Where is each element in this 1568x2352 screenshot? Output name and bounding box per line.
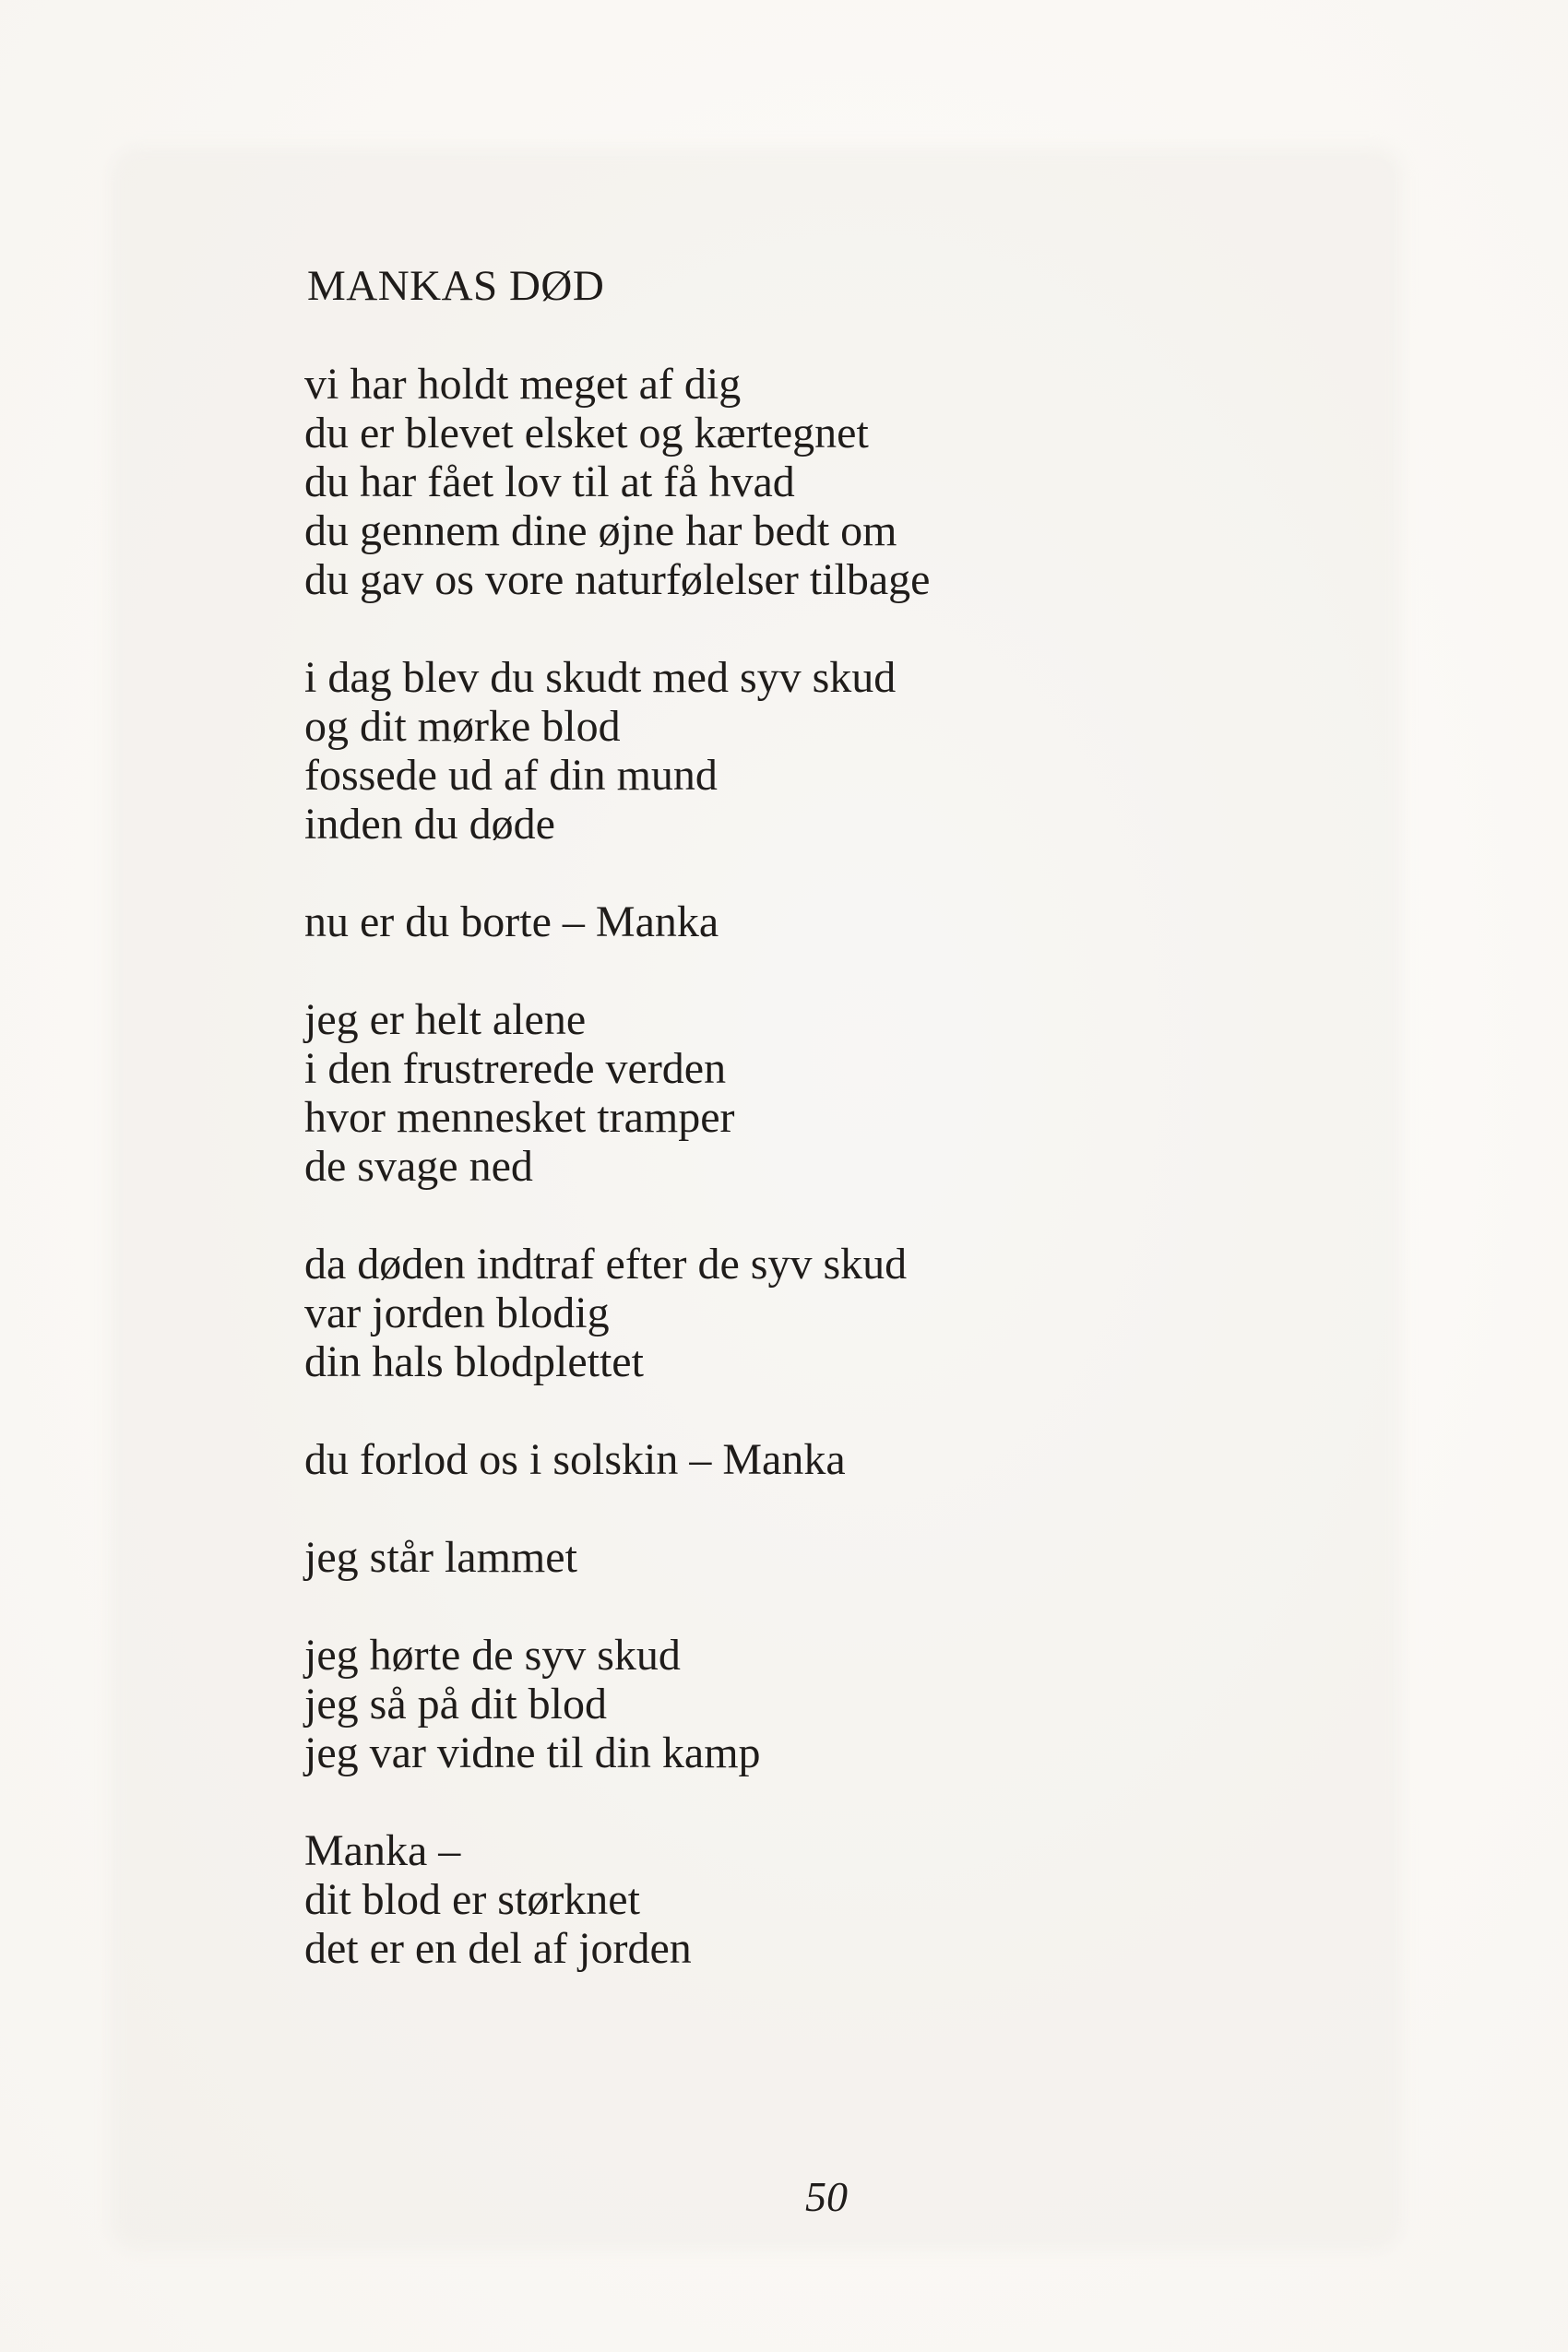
poem-line: var jorden blodig bbox=[304, 1289, 610, 1337]
poem-line: din hals blodplettet bbox=[304, 1337, 644, 1386]
poem-line: Manka – bbox=[304, 1826, 461, 1875]
poem-title: MANKAS DØD bbox=[307, 262, 605, 310]
stanza-4 bbox=[304, 995, 930, 1191]
poem-line: fossede ud af din mund bbox=[304, 751, 718, 800]
poem-line: du er blevet elsket og kærtegnet bbox=[304, 409, 869, 457]
poem-line: du gav os vore naturfølelser tilbage bbox=[304, 555, 931, 604]
stanza-7 bbox=[304, 1533, 930, 1582]
poem-line: hvor mennesket tramper bbox=[304, 1093, 735, 1142]
page-number: 50 bbox=[805, 2173, 848, 2220]
poem-line: det er en del af jorden bbox=[304, 1924, 692, 1973]
poem-line: de svage ned bbox=[304, 1142, 533, 1191]
stanza-5 bbox=[304, 1240, 930, 1386]
poem-line: jeg hørte de syv skud bbox=[304, 1631, 681, 1680]
stanza-6 bbox=[304, 1435, 930, 1484]
poem-line: jeg er helt alene bbox=[304, 995, 587, 1044]
poem-line: da døden indtraf efter de syv skud bbox=[304, 1240, 908, 1289]
poem-line: inden du døde bbox=[304, 800, 555, 849]
stanza-8 bbox=[304, 1631, 930, 1777]
poem-line: i den frustrerede verden bbox=[304, 1044, 727, 1093]
stanza-3 bbox=[304, 897, 930, 946]
poem-line: i dag blev du skudt med syv skud bbox=[304, 653, 897, 702]
stanza-2 bbox=[304, 653, 930, 849]
poem-body bbox=[304, 360, 930, 2022]
poem-line: jeg så på dit blod bbox=[304, 1680, 607, 1728]
poem-line: og dit mørke blod bbox=[304, 702, 621, 751]
poem-line: du gennem dine øjne har bedt om bbox=[304, 506, 897, 555]
poem-line: du har fået lov til at få hvad bbox=[304, 457, 795, 506]
stanza-9 bbox=[304, 1826, 930, 1973]
poem-line: nu er du borte – Manka bbox=[304, 897, 719, 946]
poem-line: jeg står lammet bbox=[304, 1533, 577, 1582]
poem-line: jeg var vidne til din kamp bbox=[304, 1728, 761, 1777]
poem-line: vi har holdt meget af dig bbox=[304, 360, 742, 409]
poem-line: dit blod er størknet bbox=[304, 1875, 640, 1924]
stanza-1 bbox=[304, 360, 930, 604]
poem-line: du forlod os i solskin – Manka bbox=[304, 1435, 846, 1484]
